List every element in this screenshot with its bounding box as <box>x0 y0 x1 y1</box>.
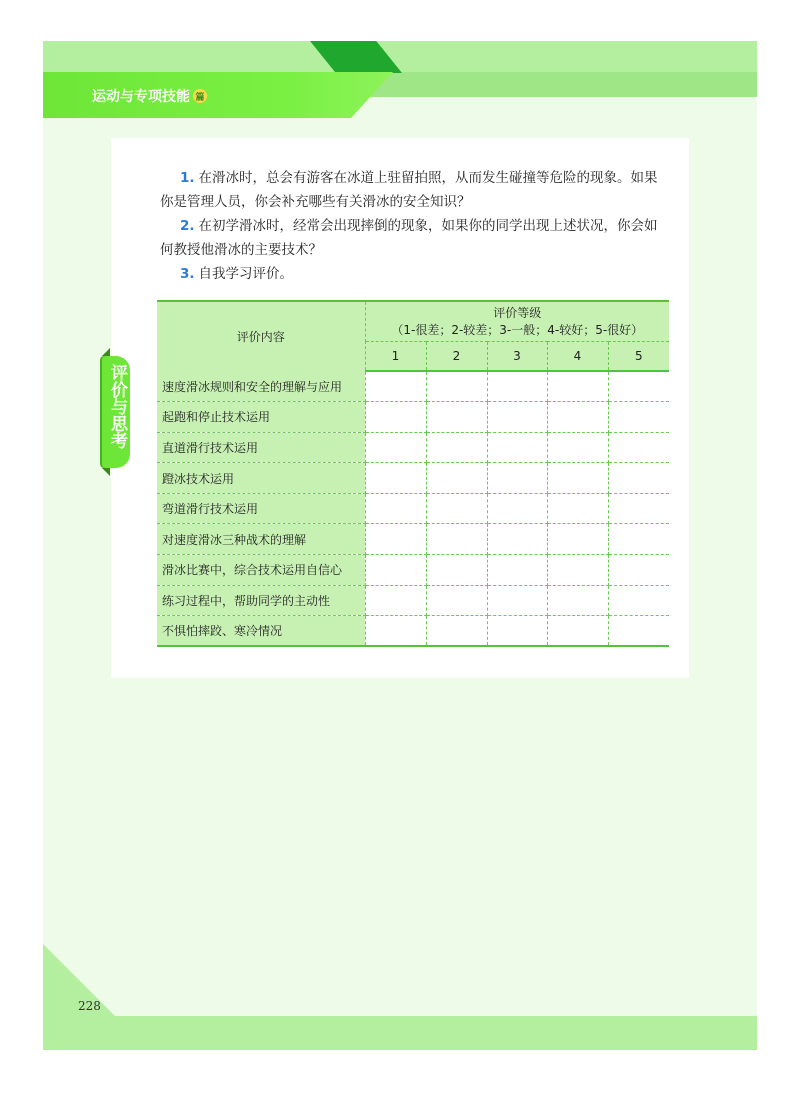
table-row <box>157 524 669 555</box>
rating-cell[interactable] <box>365 432 426 463</box>
rating-cell[interactable] <box>608 524 669 555</box>
rating-cell[interactable] <box>608 585 669 616</box>
level-5-header: 5 <box>608 341 669 371</box>
rating-cell[interactable] <box>426 493 487 524</box>
rating-cell[interactable] <box>608 493 669 524</box>
question-number: 2. <box>180 218 195 234</box>
rating-cell[interactable] <box>426 585 487 616</box>
row-label: 滑冰比赛中，综合技术运用自信心 <box>157 555 365 586</box>
rating-cell[interactable] <box>426 616 487 647</box>
level-header-label: 评价等级 <box>493 306 542 321</box>
rating-cell[interactable] <box>608 616 669 647</box>
question-text: 在初学滑冰时，经常会出现摔倒的现象，如果你的同学出现上述状况，你会如何教授他滑冰的主要技术？ <box>160 218 658 258</box>
content-column-header <box>157 301 365 371</box>
row-label: 起跑和停止技术运用 <box>157 402 365 433</box>
rating-cell[interactable] <box>608 371 669 402</box>
rating-cell[interactable] <box>487 402 547 433</box>
content-header-label: 评价内容 <box>236 330 285 344</box>
rating-cell[interactable] <box>487 493 547 524</box>
rating-cell[interactable] <box>547 555 608 586</box>
rating-cell[interactable] <box>365 463 426 494</box>
rating-cell[interactable] <box>487 371 547 402</box>
rating-cell[interactable] <box>547 524 608 555</box>
row-label: 蹬冰技术运用 <box>157 463 365 494</box>
table-row <box>157 371 669 402</box>
rating-cell[interactable] <box>487 463 547 494</box>
table-row <box>157 402 669 433</box>
rating-cell[interactable] <box>426 524 487 555</box>
section-title <box>92 84 207 108</box>
row-label: 直道滑行技术运用 <box>157 432 365 463</box>
rating-cell[interactable] <box>365 371 426 402</box>
table-row <box>157 493 669 524</box>
self-evaluation-table <box>157 300 669 647</box>
question-text: 自我学习评价。 <box>198 266 294 282</box>
rating-cell[interactable] <box>365 585 426 616</box>
page-number: 228 <box>78 999 101 1013</box>
rating-cell[interactable] <box>608 402 669 433</box>
question-item <box>160 214 670 262</box>
question-number: 1. <box>180 170 195 186</box>
level-2-header: 2 <box>426 341 487 371</box>
table-row <box>157 432 669 463</box>
level-4-header: 4 <box>547 341 608 371</box>
question-item <box>160 166 670 214</box>
rating-cell[interactable] <box>426 402 487 433</box>
footer-band <box>43 1016 757 1050</box>
rating-cell[interactable] <box>608 555 669 586</box>
rating-cell[interactable] <box>608 432 669 463</box>
rating-cell[interactable] <box>487 524 547 555</box>
rating-cell[interactable] <box>365 524 426 555</box>
rating-cell[interactable] <box>426 371 487 402</box>
question-list <box>160 166 670 286</box>
rating-cell[interactable] <box>547 402 608 433</box>
table-row <box>157 555 669 586</box>
rating-cell[interactable] <box>365 555 426 586</box>
row-label: 不惧怕摔跤、寒冷情况 <box>157 616 365 647</box>
rating-cell[interactable] <box>547 463 608 494</box>
row-label: 速度滑冰规则和安全的理解与应用 <box>157 371 365 402</box>
rating-cell[interactable] <box>365 402 426 433</box>
rating-cell[interactable] <box>608 463 669 494</box>
table-row <box>157 616 669 647</box>
question-item <box>160 262 670 286</box>
rating-cell[interactable] <box>365 616 426 647</box>
rating-cell[interactable] <box>426 432 487 463</box>
question-number: 3. <box>180 266 195 282</box>
question-text: 在滑冰时，总会有游客在冰道上驻留拍照，从而发生碰撞等危险的现象。如果你是管理人员，你会补充哪些有关滑冰的安全知识？ <box>160 170 658 210</box>
rating-cell[interactable] <box>547 371 608 402</box>
rating-cell[interactable] <box>487 555 547 586</box>
section-title-text: 运动与专项技能 <box>92 89 190 105</box>
level-3-header: 3 <box>487 341 547 371</box>
section-title-mark: 篇 <box>193 89 207 103</box>
level-legend: （1-很差；2-较差；3-一般；4-较好；5-很好） <box>391 323 644 338</box>
rating-cell[interactable] <box>547 585 608 616</box>
rating-cell[interactable] <box>487 585 547 616</box>
rating-cell[interactable] <box>547 432 608 463</box>
level-column-header <box>365 301 669 341</box>
rating-cell[interactable] <box>426 463 487 494</box>
row-label: 弯道滑行技术运用 <box>157 493 365 524</box>
rating-cell[interactable] <box>547 616 608 647</box>
level-1-header: 1 <box>365 341 426 371</box>
rating-cell[interactable] <box>547 493 608 524</box>
row-label: 对速度滑冰三种战术的理解 <box>157 524 365 555</box>
table-row <box>157 585 669 616</box>
rating-cell[interactable] <box>487 616 547 647</box>
row-label: 练习过程中，帮助同学的主动性 <box>157 585 365 616</box>
side-tab-label: 评价与思考 <box>107 364 127 449</box>
table-row <box>157 463 669 494</box>
rating-cell[interactable] <box>487 432 547 463</box>
rating-cell[interactable] <box>365 493 426 524</box>
rating-cell[interactable] <box>426 555 487 586</box>
